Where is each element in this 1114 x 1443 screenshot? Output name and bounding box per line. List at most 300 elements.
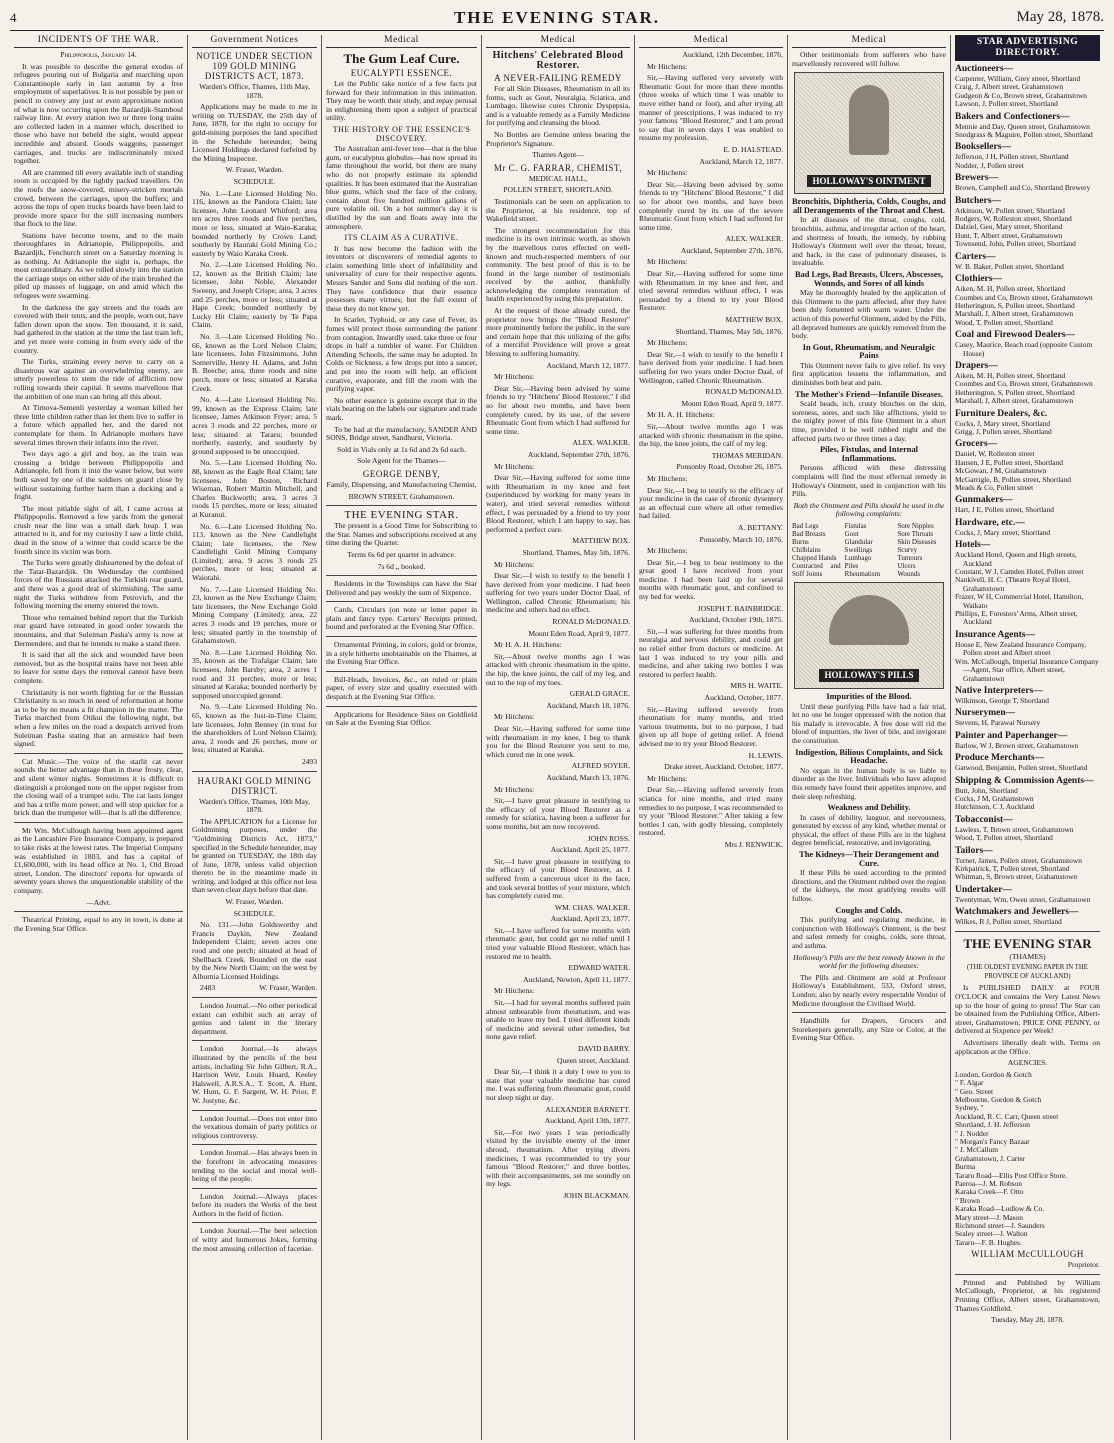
testimonial-paragraph: The strongest recommendation for this medicine is its own intrinsic worth, as shown by the marvellous cures effected on well-known and much-respected members of our community. The best proof of this is to be found in the large number of testimonials received by the author, thankfully acknowledging the complete restoration of health experienced by using this preparation. — [486, 225, 630, 304]
directory-entry: Whitman, S, Brown street, Grahamstown — [955, 872, 1078, 882]
column-medical-letters — [635, 35, 788, 1440]
section-text: Persons afflicted with these distressing complaints will find the most effectual remedy in Holloway's Ointment, used in conjunction with his Pills. — [792, 463, 946, 499]
complaints-table — [792, 522, 946, 578]
booked-suffix: booked. — [401, 561, 426, 571]
agency-entry: Auckland, R. C. Carr, Queen street — [955, 1111, 1059, 1121]
directory-entry: Rodgers, W, Rolleston street, Shortland — [955, 214, 1072, 224]
letter-signature: E. D. HALSTEAD. — [723, 144, 783, 154]
notice-text: The APPLICATION for a License for Goldmining purposes, under the "Goldmining Districts Act, 1873," specified in the Schedule hereunder, may be granted on TUESDAY, the 18th day of June, 1878, unless valid objection thereto be in the meantime made in writing, and lodged at this office not less than seven clear days before that date. — [192, 816, 317, 895]
directory-entry: Snodgrass & Maguire, Pollen street, Shortland — [955, 130, 1093, 140]
agency-entry: Paeroa—J. M. Robson — [955, 1179, 1022, 1188]
letter-salute: Mr Hitchens: — [647, 773, 688, 783]
complaint-item: Sore Throats — [897, 529, 934, 538]
section-heading: Piles, Fistulas, and Internal Inflammations. — [820, 445, 918, 463]
section-heading: The Mother's Friend—Infantile Diseases. — [795, 389, 943, 399]
directory-entry: Gatwood, Benjamin, Pollen street, Shortland — [955, 763, 1088, 773]
directory-entry: Wm. McCullough, Imperial Insurance Company—Agent, Star office, Albert street, Grahamstown — [955, 656, 1099, 683]
imprint: Printed and Published by William McCullough, Proprietor, at his registered Printing Office, Albert street, Grahamstown, Thames Goldfield. — [955, 1277, 1100, 1313]
letter-place: Auckland, April 23, 1877. — [550, 914, 630, 924]
letter-place: Auckland, March 12, 1877. — [546, 360, 630, 370]
directory-category: Carters— — [955, 251, 996, 262]
agency-entry: London, Gordon & Gotch — [955, 1069, 1032, 1079]
complaint-item: Contracted and Stiff Joints — [792, 561, 841, 578]
divider — [955, 931, 1100, 932]
agency-entry: Karaka Road—Ludlow & Co. — [955, 1204, 1045, 1214]
notice-title: HAURAKI GOLD MINING DISTRICT. — [197, 775, 312, 796]
star-sub: (THAMES) — [1009, 951, 1046, 961]
testimonial-paragraph: Testimonials can be seen on application to the Proprietor, at his residence, top of Wakefield street. — [486, 196, 630, 224]
directory-entry: McGowan, J M, Grahamstown — [955, 466, 1047, 476]
directory-category: Tailors— — [955, 845, 993, 856]
directory-entry: Marshall, J, Albert street, Grahamstown — [955, 396, 1074, 406]
letter-place: Auckland, April 13th, 1877. — [544, 1116, 630, 1126]
directory-entry: Wood, T, Pollen street, Shortland — [955, 317, 1053, 327]
complaint-item: Skin Diseases — [897, 537, 937, 546]
letter-body: Sir,—I have suffered for some months with rheumatic gout, but could get no relief until I tried your valuable Blood Restorer, which has restored me to health. — [486, 925, 630, 961]
letter-signature: THOMAS MERIDAN. — [711, 450, 783, 460]
letter-place: Auckland, September 27th, 1876. — [680, 245, 783, 255]
directory-entry: Aiken, M. H, Pollen street, Shortland — [955, 370, 1066, 380]
letter-body: Dear Sir,—Having been advised by some friends to try "Hitchens' Blood Restorer," I did so for about two months, and have been completely cured, by its use, of the severe Rheumatic Gout from which I had suffered for some time. — [486, 383, 630, 436]
agent-label: Thames Agent— — [532, 150, 584, 160]
page-number: 4 — [10, 10, 17, 25]
letter-signature: MATTHEW BOX. — [572, 536, 630, 546]
notice-signature: W. Fraser, Warden. — [225, 897, 284, 907]
complaint-item: Bad Legs — [792, 521, 819, 530]
letter-salute: Mr Hitchens: — [494, 559, 535, 569]
figure-illustration — [829, 595, 909, 645]
letter-salute: Mr Hitchens: — [647, 61, 688, 71]
ad-subtitle: A NEVER-FAILING REMEDY — [494, 73, 622, 83]
figure-illustration — [849, 85, 889, 155]
letter-salute: Mr Hitchens: — [647, 168, 688, 178]
directory-category: Furniture Dealers, &c. — [955, 408, 1048, 419]
letter-body: Dear Sir,—I beg to testify to the efficacy of your medicine in the case of chronic dysentery as an effectual cure where all other remedies had failed. — [639, 485, 783, 521]
directory-entry: Meads & Co, Pollen street — [955, 483, 1034, 492]
divider — [192, 1188, 317, 1189]
table-title: Both the Ointment and Pills should be used in the following complaints: — [793, 500, 945, 519]
letter-salute: Mr Hitchens: — [647, 473, 688, 483]
divider — [326, 575, 477, 576]
directory-entry: Stevens, H, Parawai Nursery — [955, 718, 1041, 728]
letter-salute: Mr H. A. H. Hitchens: — [647, 410, 715, 420]
agency-entry: " Brown — [955, 1195, 980, 1205]
publisher-role: Proprietor. — [1067, 1260, 1100, 1270]
booked-line: 7s 6d „ booked. — [377, 561, 426, 571]
directory-entry: Hetherington, S, Pollen street, Shortland — [955, 387, 1075, 397]
letter-place: Ponsonby Road, October 26, 1875. — [676, 462, 783, 472]
intro-tail: Other testimonials from sufferers who have marvellously recovered will follow. — [792, 50, 946, 68]
directory-entry: Cocks, J, Mary street, Shortland — [955, 527, 1051, 537]
directory-category: Gunmakers— — [955, 495, 1013, 506]
letter-body: Dear Sir,—I wish to testify to the benefit I have derived from your medicine. I had been suffering for two years under Doctor Daal, of Wellington, called Chronic Rheumatism. — [639, 349, 783, 385]
schedule-item: No. 7.—Late Licensed Holding No. 23, known as the New Exchange Claim; late licensees, the New Exchange Gold Mining Company (Limited); area, 22 acres 3 roods and 19 perches, more or less; situated partly in the township of Grahamstown. — [192, 584, 317, 646]
letter-place: Queen street, Auckland. — [557, 1055, 630, 1065]
letter-body: Sir,—About twelve months ago I was attacked with chronic rheumatism in the spine, the hip, the knee joints, the calf of my leg. — [639, 421, 783, 449]
column-header: Medical — [326, 35, 477, 48]
letter-signature: ALEX. WALKER. — [725, 234, 783, 244]
directory-entry: Gudgeon & Co, Brown street, Grahamstown — [955, 90, 1087, 100]
publisher-name: WILLIAM McCULLOUGH — [971, 1249, 1084, 1260]
agency-entry: Sydney, " — [955, 1103, 984, 1113]
section-heading: Coughs and Colds. — [835, 905, 903, 915]
divider — [192, 1222, 317, 1223]
letter-signature: H. LEWIS. — [748, 750, 783, 760]
letter-signature: DAVID BARRY. — [577, 1044, 630, 1053]
directory-entry: W. B. Baker, Pollen street, Shortland — [955, 261, 1064, 271]
column-medical-blood-restorer — [482, 35, 635, 1440]
letters-list — [486, 362, 630, 1115]
agency-entry: " Morgan's Fancy Bazaar — [955, 1136, 1030, 1146]
war-article — [14, 63, 183, 749]
directory-entry: Butt, John, Shortland — [955, 785, 1018, 795]
london-journal-ad: London Journal.—Is always illustrated by the pencils of the best artists, including Sir John Gilbert, R.A., Harrison Weir, Louis Huard, Keeley Halswell, A.R.S.A., T. Scott, A. Hunt, W. Hunt, G. F. Sargent, W. H. Prior, P. W. Justyne, &c. — [192, 1044, 317, 1105]
directory-entry: Constant, W J, Camden Hotel, Pollen street — [955, 567, 1084, 577]
schedule-item: No. 3.—Late Licensed Holding No. 66, known as the Lord Nelson Claim; late licensees, John Fitzsimmons, John Somerville, Henry H. Adams, and John B. Beeche; area, three roods and nine perch, more or less; situated at Karaka Creek. — [192, 332, 317, 393]
directory-entry: Carpenter, William, Grey street, Shortland — [955, 74, 1081, 83]
testimonials — [486, 198, 630, 359]
letter-salute: Mr Hitchens: — [647, 338, 688, 348]
directory-entry: Barlow, W J, Brown street, Grahamstown — [955, 740, 1079, 750]
section-heading: THE HISTORY OF THE ESSENCE'S DISCOVERY. — [332, 124, 471, 143]
directory-entry: Marshall, J, Albert street, Grahamstown — [955, 309, 1074, 319]
section-text: If these Pills be used according to the printed directions, and the Ointment rubbed over the region of the kidneys, the most gratifying results will follow. — [792, 868, 946, 904]
directory-entry: Wilkes, R J, Pollen street, Shortland — [955, 917, 1062, 927]
directory-entry: Aiken, M. H, Pollen street, Shortland — [955, 284, 1066, 294]
agency-entry: Melbourne, Gordon & Gotch — [955, 1094, 1042, 1104]
complaint-item: Gout — [844, 529, 859, 538]
star-title: THE EVENING STAR. — [344, 509, 459, 522]
complaint-item: Ulcers — [897, 561, 916, 570]
terms-text: Terms 6s 6d per quarter in advance. — [347, 549, 456, 559]
agent-role: Family, Dispensing, and Manufacturing Chemist, — [326, 479, 477, 489]
letter-salute: Mr Hitchens: — [494, 712, 535, 722]
divider — [192, 1144, 317, 1145]
directory-category: Booksellers— — [955, 142, 1011, 153]
vendor-text: To be had at the manufactory, SANDER AND SONS, Bridge street, Sandhurst, Victoria. — [326, 424, 477, 443]
insurance-paragraph: Mr Wm. McCullough having been appointed agent as the Lancashire Fire Insurance Company, is prepared to take risks at the lowest rates. The Imperial Company was established in 1803, and has a capital of £1,600,000, with its head office at No. 1, Old Broad street, London. The directors' reports for upwards of seventy years shows the unquestionable stability of the company. — [14, 825, 183, 896]
article-paragraph: Those who remained behind report that the Turkish rear guard have retreated in good order towards the mountains, and that Suleiman Pasha's army is now at Dermendere, and that he intends to make a stand there. — [14, 612, 183, 648]
ornamental-ad: Ornamental Printing, in colors, gold or bronze, in a style hitherto unobtainable on the Thames, at the Evening Star Office. — [326, 640, 477, 667]
directory-entry: Craig, J, Albert street, Grahamstown — [955, 82, 1064, 92]
letter-signature: JOHN BLACKMAN. — [563, 1190, 630, 1200]
letter-salute: Mr Hitchens: — [494, 986, 535, 996]
directory-entry: Cocks, J, Mary street, Shortland — [955, 418, 1051, 428]
article-paragraph: The most pitiable sight of all, I came across at Philippopolis. Removed a few yards from the general crush near the line was a small dark heap. I was attracted to it, and for my curiosity I saw a little child, dead in the snow of a winter that could scarce be the fourth since its victim was born. — [14, 503, 183, 556]
column-holloway — [788, 35, 951, 1440]
letter-place: Auckland, 12th December, 1876. — [682, 50, 783, 59]
sold-text: Sold in Vials only at 1s 6d and 2s 6d each. — [337, 444, 466, 454]
notice-signature: W. Fraser, Warden. — [259, 983, 317, 993]
section-text: In cases of debility, languor, and nervousness, generated by excess of any kind, whether mental or physical, the effect of these Pills are in the highest degree beneficial, restorative, and invigorating. — [792, 812, 946, 848]
directory-entry: Frazer, W H, Commercial Hotel, Hamilton, Waikato — [955, 592, 1084, 610]
divider — [326, 706, 477, 707]
schedule-label: SCHEDULE. — [233, 176, 276, 186]
directory-category: Bakers and Confectioners— — [955, 111, 1070, 122]
complaint-item: Bad Breasts — [792, 529, 826, 538]
divider — [326, 601, 477, 602]
complaint-item: Fistulas — [844, 521, 867, 530]
agent-name: GEORGE DENBY, — [362, 468, 441, 479]
letter-place: Ponsonby, March 10, 1876. — [699, 534, 783, 544]
schedule-item: No. 1.—Late Licensed Holding No. 116, known as the Pandora Claim; late licensee, John Leonard Whitford; area ten acres three roods and five perches, more or less, situated at Waio-Karaka; bounded northerly by Crown Land; southerly by Hauraki Gold Mining Co.; easterly by Waio Karaka Creek. — [192, 188, 317, 258]
directory-category: Watchmakers and Jewellers— — [955, 907, 1079, 918]
section-text: No organ in the human body is so liable to disorder as the liver. Individuals who have adopted this remedy have found their appetites improve, and their sleep refreshing. — [792, 765, 946, 801]
complaint-item: Sore Nipples — [897, 521, 934, 530]
directory-category: Produce Merchants— — [955, 753, 1045, 764]
article-paragraph: Two days ago a girl and boy, as the train was crossing a bridge between Philippopolis and Adrianople, fell from it into the water below, but were both saved by one of the soldiers on guard close by without sustaining further harm than a ducking and a fright. — [14, 449, 183, 502]
column-government-notices — [188, 35, 322, 1440]
letter-signature: GERALD GRACE. — [569, 689, 630, 699]
letter-body: Dear Sir,—Having suffered for some time with Rheumatism in my knee and feet, and tried several remedies without effect, I was persuaded by a friend to try your Blood Restorer. — [639, 269, 783, 313]
issue-date: May 28, 1878. — [1016, 9, 1104, 25]
column-header: Government Notices — [192, 35, 317, 48]
directory-category: Butchers— — [955, 195, 1001, 206]
letter-signature: MATTHEW BOX. — [725, 315, 783, 325]
directory-entry: Casey, Maurice, Beach road (opposite Custom House) — [955, 340, 1093, 358]
letter-signature: WM. CHAS. WALKER. — [554, 902, 630, 912]
divider — [14, 911, 183, 912]
directory-entry: Atkinson, W, Pollen street, Shortland — [955, 205, 1065, 215]
letters-list — [639, 51, 783, 760]
column-header: Medical — [486, 35, 630, 48]
cat-music-paragraph: Cat Music.—The voice of the starlit cat never sounds the better advantage than in these frosty, clear, and silent winter nights. Sometimes it is difficult to distinguish a prolonged note on the upper register from the closing wail of a trumpet solo. The cat lasts longer and has a trifle more power, and will stop quicker for a brick than the trumpeter will—that is all the difference. — [14, 756, 183, 818]
agency-entry: Richmond street—J. Saunders — [955, 1221, 1045, 1231]
divider — [192, 1110, 317, 1111]
notice-title: NOTICE UNDER SECTION 109 GOLD MINING DISTRICTS ACT, 1873. — [196, 51, 313, 81]
divider — [326, 505, 477, 506]
directory-entry: Auckland Hotel, Queen and High streets, Auckland — [955, 550, 1077, 568]
letter-place: Drake street, Auckland, October, 1877. — [664, 762, 783, 772]
section-text: Scald heads, itch, crusty blotches on the skin, soreness, sores, and such like afflictions, yield to the mighty power of this fine Ointment in a short time, provided it be well rubbed night and the affected parts two or three times a day. — [792, 399, 946, 443]
directory-category: Coal and Firewood Dealers— — [955, 330, 1075, 341]
section-text: It has now become the fashion with the inventors or discoverers of remedial agents to claim something little short of infallibility and universality of cure for their respective agents. Messrs Sander and Sons did nothing of the sort. They have confidence that their essence possesses many virtues; but the full extent of these they do not know yet. — [326, 243, 477, 313]
letter-signature: Mrs J. RENWICK. — [724, 839, 783, 849]
directory-entry: Wilkinson, George T, Shortland — [955, 695, 1049, 705]
divider — [326, 636, 477, 637]
complaint-item: Glandular Swellings — [844, 537, 873, 554]
directory-entry: Kirkpatrick, T, Pollen street, Shortland — [955, 863, 1070, 873]
letter-signature: JOSEPH T. BAINBRIDGE. — [697, 603, 783, 613]
star-title: THE EVENING STAR — [963, 935, 1092, 951]
article-paragraph: The Turks, straining every nerve to carry on a disastrous war against an overwhelming enemy, are utterly powerless to stem the tide of affliction now rolling towards their capital. It seems marvellous that the ambition of one man can bring all this about. — [14, 357, 183, 401]
section-text: The Australian anti-fever tree—that is the blue gum, or eucalyptus globulus—has now spread its fame throughout the world, but there are many who do not properly estimate its splendid qualities. It has been estimated that the Australian blue gums, which stud the face of the colony, contain about five hundred million gallons of pure volatile oil. On a hot summer's day it is distilled by the sun and floats away into the atmosphere. — [326, 144, 477, 231]
directory-entry: Grigg, J, Pollen street, Shortland — [955, 426, 1052, 436]
directory-category: Insurance Agents— — [955, 629, 1035, 640]
column-header: INCIDENTS OF THE WAR. — [14, 35, 183, 48]
letter-body: Sir,—Having suffered very severely with Rheumatic Gout for more than three months (three weeks of which time I was unable to move either hand or foot), and after trying all manner of prescriptions, I was induced to try your famous "Blood Restorer," and I am proud to say that in seven days I was enabled to resume my profession. — [639, 73, 783, 143]
directory-header: STAR ADVERTISING DIRECTORY. — [955, 35, 1100, 61]
section-heading: Bronchitis, Diphtheria, Colds, Coughs, and all Derangements of the Throat and Chest. — [792, 197, 946, 215]
ad-intro: Let the Public take notice of a few facts put forward for their information in this intimation. They may be worth their study, and repay perusal in enlightening them upon a subject of practical utility. — [326, 79, 477, 123]
column-header: Medical — [792, 35, 946, 48]
london-journal-ad: London Journal.—The best selection of witty and humorous Jokes, forming the most amusing collection of facetiae. — [192, 1226, 317, 1253]
article-paragraph: It was possible to describe the general exodus of refugees pouring out of Bulgaria and marching upon Constantinople early in last autumn by a free employment of superlatives. It is not possible by pen or pencil to convey any just or even approximate notion of what is now occurring upon the Bazardjik-Stamboul railway line. At every station two or three long trains are collected laden in a manner which, described to those who have not beheld the sight, would appear incredible and absurd. Goods waggons, passenger carriages, and trucks are indiscriminately mixed together. — [14, 61, 183, 166]
billheads-ad: Bill-Heads, Invoices, &c., on ruled or plain paper, of every size and quality executed with despatch at the Evening Star Office. — [326, 674, 477, 702]
directory-list — [955, 64, 1100, 927]
caution-text: No other essence is genuine except that in the vials bearing on the labels our signature and trade mark. — [326, 395, 477, 422]
agent-address: BROWN STREET, Grahamstown. — [348, 491, 455, 501]
letter-salute: Mr Hitchens: — [647, 546, 688, 556]
letter-body: Dear Sir,—Having been advised by some friends to try "Hitchens' Blood Restorer," I did so for about two months, and have been completely cured by its use of the severe Rheumatic Gout from which I had suffered for some time. — [639, 179, 783, 232]
letter-signature: EDWARD WATER. — [568, 963, 630, 973]
letter-body: Sir,—Having suffered severely from rheumatism for many months, and tried various treatments, but to no purpose, I had given up all hope of getting relief. A friend advised me to try your Blood Restorer. — [639, 704, 783, 748]
section-heading: Bad Legs, Bad Breasts, Ulcers, Abscesses, Wounds, and Sores of all kinds — [794, 269, 944, 288]
directory-entry: Hansen, J E, Pollen street, Shortland — [955, 457, 1063, 467]
directory-entry: Coombes and Co, Brown street, Grahamstown — [955, 292, 1093, 302]
agency-entry: Tararu Road—Ellis Post Office Store. — [955, 1170, 1068, 1180]
letter-signature: RONALD McDONALD. — [705, 387, 783, 397]
section-text: May be thoroughly healed by the application of this Ointment to the parts affected, after they have been duly fomented with warm water. Under the action of this powerful Ointment, aided by the Pills, all depraved humours are quickly removed from the body. — [792, 288, 946, 341]
letter-body: Sir,—I have great pleasure in testifying to the efficacy of your Blood Restorer as a remedy for sciatica, having been a sufferer for some months, but am now recovered. — [486, 796, 630, 831]
directory-category: Auctioneers— — [955, 64, 1014, 74]
letter-body: Sir,—For two years I was periodically visited by the invisible enemy of the inner shroud, rheumatism. After trying divers medicines, I was recommended to try your famous "Blood Restorer," and three bottles, with their accompaniments, set me soundly on my legs. — [486, 1127, 630, 1189]
agency-entry: Grahamstown, J. Carter — [955, 1153, 1026, 1163]
advertisers-text: Advertisers liberally dealt with. Terms on application at the Office. — [955, 1037, 1100, 1056]
schedule-item: No. 6.—Late Licensed Holding No. 113, known as the New Candlelight Claim; late licensees, the New Candlelight Gold Mining Company (Limited); area, 9 acres 3 roods 25 perches, more or less; situated at Waiotahi. — [192, 521, 317, 583]
letter-salute: Mr Hitchens: — [494, 372, 535, 382]
divider — [192, 1040, 317, 1041]
directory-entry: Hunt, T, Albert street, Grahamstown — [955, 230, 1063, 240]
directory-entry: Townsend, John, Pollen street, Shortland — [955, 239, 1076, 249]
column-directory — [951, 35, 1104, 1440]
section-text: This purifying and regulating medicine, in conjunction with Holloway's Ointment, is the best and safest remedy for coughs, colds, sore throat, and asthma. — [792, 915, 946, 950]
letter-signature: ALFRED SOYER. — [571, 761, 630, 771]
divider — [955, 1274, 1100, 1275]
paper-title: THE EVENING STAR. — [453, 8, 661, 27]
columns — [10, 35, 1104, 1440]
divider — [14, 822, 183, 823]
directory-entry: Jefferson, J H, Pollen street, Shortland — [955, 152, 1069, 162]
letter-place: Auckland, October, 1877. — [704, 693, 783, 702]
london-journal-ad: London Journal.—Does not enter into the vexatious domain of party politics or religious controversy. — [192, 1113, 317, 1140]
agency-entry: " J. McCallum — [955, 1145, 999, 1155]
section-text: Until these purifying Pills have had a fair trial, let no one be longer oppressed with the notion that his malady is irrevocable. A free dose will rid the blood of impurities, the liver of bile, and invigorate the constitution. — [792, 701, 946, 745]
schedule-item: No. 9.—Late Licensed Holding No. 65, known as the Just-in-Time Claim; late licensees, John Benney (in trust for the shareholders of Lord Nelson Claim); area, 2 roods and 26 perches, more or less; situated at Karaka. — [192, 702, 317, 755]
letter-signature: RONALD McDONALD. — [552, 617, 630, 627]
cards-ad: Cards, Circulars (on note or letter paper in plain and fancy type. Carters' Receipts printed, bound and perforated at the Evening Star Office. — [326, 605, 477, 632]
letter-salute: Mr H. A. H. Hitchens: — [494, 640, 562, 650]
divider — [192, 771, 317, 772]
letter-body: Dear Sir,—I think it a duty I owe to you to state that your valuable medicine has cured me. I was suffering from rheumatic gout, could not sleep night or day. — [486, 1067, 630, 1102]
handbill-ad: Handbills for Drapers, Grocers and Storekeepers generally, any Size or Color, at the Evening Star Office. — [792, 1016, 946, 1043]
article-paragraph: Christianity is not worth fighting for or the Russian Christianity is so much in need of reformation at home as to be by no means a fit champion in the matter. The Turks marched from Otikui the following night, but when a few miles on the road a despatch arrived from Suleiman Pasha stating that an armistice had been signed. — [14, 687, 183, 749]
directory-category: Undertaker— — [955, 884, 1012, 895]
complaint-item: Chilblains — [792, 545, 821, 554]
complaint-item: Tumours — [897, 553, 923, 562]
directory-entry: Daniel, W, Rolleston street — [955, 449, 1035, 459]
ad-title: The Gum Leaf Cure. — [343, 51, 460, 66]
letter-place: Mount Eden Road, April 9, 1877. — [528, 628, 630, 638]
footer-note: The Pills and Ointment are sold at Professor Holloway's Establishment, 533, Oxford street, London; also by nearly every respectable Vendor of Medicine throughout the Civilised World. — [792, 972, 946, 1008]
complaint-item: Scurvy — [897, 545, 918, 554]
complaint-item: Piles — [844, 561, 859, 570]
article-paragraph: It is said that all the sick and wounded have been removed, but as the hospital trains have not been able to leave for some days the removal cannot have been complete. — [14, 650, 183, 685]
letter-place: Auckland, March 18, 1876. — [546, 700, 630, 710]
letter-body: Dear Sir,—I wish to testify to the benefit I have derived from your medicine. I had been suffering for two years under Doctor Daal, of Wellington, called Chronic Rheumatism; his medicine and others had no effect. — [486, 571, 630, 615]
agency-entry: Sealey street—J. Walton — [955, 1229, 1028, 1239]
divider — [326, 671, 477, 672]
pills-engraving — [794, 582, 944, 689]
complaint-item: Chapped Hands — [792, 553, 837, 562]
article-paragraph: All are crammed till every available inch of standing room is occupied by the tightly packed travellers. On the roofs the snow-covered, misery-stricken mortals crowd, between the carriages, upon the buffers; and across the tops of open trucks boards have been laid to provide more space for the still increasing numbers that flock to the line. — [14, 167, 183, 229]
caution-text: No Bottles are Genuine unless bearing the Proprietor's Signature. — [486, 129, 630, 148]
letter-place: Auckland, March 13, 1876. — [546, 772, 630, 782]
letter-place: Auckland, September 27th, 1876. — [527, 449, 630, 459]
schedule-text: No. 131.—John Goldsworthy and Francis Daykin, New Zealand Independent Claim; seven acres one rood and one perch; situated at head of Shellback Creek. Bounded on the east by the New North Claim; on the west by Alburnia Licensed Holdings. — [192, 920, 317, 981]
directory-entry: Wood, T, Pollen street, Shortland — [955, 833, 1053, 843]
notice-text: Applications may be made to me in writing on TUESDAY, the 25th day of June, 1878, for the right to occupy for gold-mining purposes the land specified in the Schedule hereunder, being Licensed Holdings declared forfeited by the Mining Inspector. — [192, 102, 317, 163]
directory-category: Clothiers— — [955, 274, 1002, 285]
directory-category: Nurserymen— — [955, 708, 1016, 719]
section-heading: In Gout, Rheumatism, and Neuralgic Pains — [802, 342, 936, 361]
directory-entry: Lawson, J, Pollen street, Shortland — [955, 99, 1058, 109]
directory-category: Brewers— — [955, 173, 999, 184]
letter-body: Dear Sir,—Having suffered for some time with rheumatism in my knee, I beg to thank you for the Blood Restorer you sent to me, which cured me in one week. — [486, 724, 630, 759]
complaint-item: Burns — [792, 537, 809, 546]
agency-entry: Burma — [955, 1162, 976, 1172]
ad-title: Hitchens' Celebrated Blood Restorer. — [492, 50, 624, 71]
masthead — [10, 8, 1104, 31]
directory-entry: Phillips, E, Foresters' Arms, Albert street, Auckland — [955, 609, 1078, 627]
letter-place: Auckland, October 19th, 1875. — [688, 615, 783, 625]
directory-entry: Dalziel, Geo, Mary street, Shortland — [955, 222, 1063, 232]
testimonial-paragraph: At the request of those already cured, the proprietor now brings the "Blood Restorer" more prominently before the public, in the sure and certain hope that this utilizing of the gifts of a merciful Providence will prove a great blessing to suffering humanity. — [486, 306, 630, 359]
column-header: Medical — [639, 35, 783, 48]
directory-entry: Hutchinson, C J, Auckland — [955, 802, 1035, 812]
article-paragraph: Stations have become towns, and to the main thoroughfares in Adrianople, Philippopolis, and Bazardjik, Fenchurch street on a Saturday morning is as nothing. At Adrianople the sight is, perhaps, the most extraordinary. As we rolled slowly into the station the carriage steps on either side of the train brushed the piled up masses of luggage, on and amid which the refugees were swarming. — [14, 230, 183, 301]
letter-place: Auckland, Newton, April 11, 1877. — [523, 974, 630, 984]
letter-signature: JOHN ROSS. — [587, 833, 630, 843]
dateline: Philippopolis, January 14. — [60, 50, 137, 59]
section-heading: Impurities of the Blood. — [826, 691, 912, 701]
directory-entry: Turner, James, Pollen street, Grahamstown — [955, 855, 1082, 865]
article-paragraph: At Tirnova-Semenli yesterday a woman killed her three little children rather than let them live to suffer in a future which appalled her, and the dared not contemplate for them. In Adrianople mothers have several times thrown their infants into the river. — [14, 403, 183, 447]
table-title: Holloway's Pills are the best remedy known in the world for the following diseases: — [793, 952, 945, 971]
directory-category: Painter and Paperhanger— — [955, 730, 1068, 741]
directory-entry: Nodder, J, Pollen street — [955, 160, 1024, 170]
directory-entry: Hart, J E, Pollen street, Shortland — [955, 505, 1054, 515]
divider — [14, 753, 183, 754]
letter-signature: A. BETTANY. — [737, 522, 783, 532]
residents-text: Residents in the Townships can have the Star Delivered and pay weekly the sum of Sixpence. — [326, 579, 477, 597]
directory-entry: Cocks, J M, Grahamstown — [955, 793, 1034, 803]
column-war-news — [10, 35, 188, 1440]
agency-entry: Tararu—F. B. Hughes. — [955, 1237, 1022, 1247]
divider — [192, 997, 317, 998]
directory-entry: Lawless, T, Brown street, Grahamstown — [955, 824, 1074, 834]
directory-category: Native Interpreters— — [955, 685, 1043, 696]
section-text: In Scarlet, Typhoid, or any case of Fever, its fumes will protect those surrounding the patient from contagion. Inwardly used, take three or four drops in half a tumbler of water. For Children Attending Schools, the same may be adopted. In Colds or Sickness, a few drops put into a saucer, and put into the room will help, an efficient curative, evaporate, and fill the room with the purifying vapor. — [326, 315, 477, 394]
insurance-signature: —Advt. — [86, 897, 111, 907]
letter-salute: Mr Hitchens: — [494, 784, 535, 794]
london-journal-ad: London Journal.—Has always been in the forefront in advocating measures tending to the social and moral well-being of the people. — [192, 1148, 317, 1184]
section-heading: Weakness and Debility. — [827, 803, 911, 813]
agent-label: Sole Agent for the Thames— — [357, 456, 446, 466]
column-medical-gum-leaf — [322, 35, 482, 1440]
ad-intro: For all Skin Diseases, Rheumatism in all its forms, such as Gout, Neuralgia, Sciatica, and Lumbago, likewise cures Chronic Dyspepsia, and is a valuable remedy as a Family Medicine for purifying and cleansing the blood. — [486, 84, 630, 128]
directory-entry: Mennie and Day, Queen street, Grahamstown — [955, 121, 1090, 131]
letter-body: Sir,—I had for several months suffered pain almost unbearable from rheumatism, and was unable to leave my bed. I tried different kinds of medicine and several other remedies, but none gave relief. — [486, 998, 630, 1042]
agent-address: POLLEN STREET, SHORTLAND. — [503, 185, 613, 195]
letter-salute: Mr Hitchens: — [494, 461, 535, 471]
schedule-label: SCHEDULE. — [233, 908, 276, 918]
ointment-engraving — [794, 72, 944, 194]
agency-entry: " Geo. Street — [955, 1086, 994, 1096]
printing-ad: Theatrical Printing, equal to any in town, is done at the Evening Star Office. — [14, 915, 183, 933]
letter-body: Sir,—I have great pleasure in testifying to the efficacy of your Blood Restorer, as I suffered from a cancerous ulcer in the face, and took several bottles of your mixture, which has completely cured me. — [486, 856, 630, 901]
agency-entry: Shortland, J. H. Jefferson — [955, 1120, 1030, 1130]
